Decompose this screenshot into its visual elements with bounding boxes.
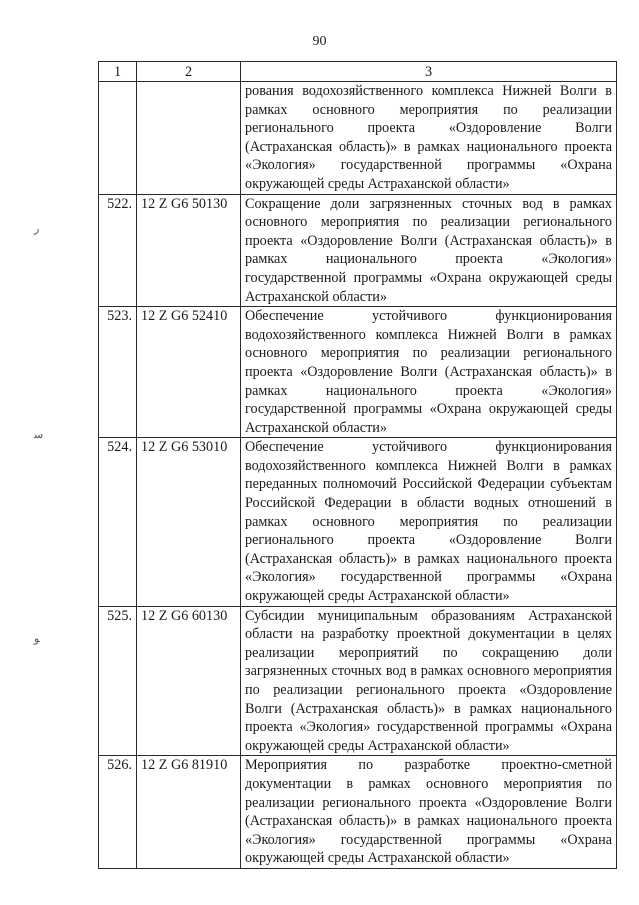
row-number: 524. [99, 438, 137, 606]
document-table [98, 61, 617, 869]
row-number: 523. [99, 307, 137, 438]
table-row [99, 756, 617, 869]
row-number: 522. [99, 194, 137, 307]
row-description: Субсидии муниципальным образованиям Астраханской области на разработку проектной документации в целях реализации мероприятий по сокращению доли загрязненных сточных вод в рамках основного мероприятия по реализации регионального проекта «Оздоровление Волги (Астраханская область)» в рамках национального проекта «Экология» государственной программы «Охрана окружающей среды Астраханской области» [241, 606, 617, 756]
row-code: 12 Z G6 50130 [137, 194, 241, 307]
row-code: 12 Z G6 81910 [137, 756, 241, 869]
column-header-description: 3 [241, 62, 617, 82]
row-code: 12 Z G6 53010 [137, 438, 241, 606]
table-row [99, 606, 617, 756]
margin-mark: ﻮ [34, 633, 40, 645]
row-description: Обеспечение устойчивого функционирования водохозяйственного комплекса Нижней Волги в рамках переданных полномочий Российской Федерации субъектам Российской Федерации в области водных отношений в рамках основного мероприятия по реализации регионального проекта «Оздоровление Волги (Астраханская область)» в рамках национального проекта «Экология» государственной программы «Охрана окружающей среды Астраханской области» [241, 438, 617, 606]
row-code [137, 82, 241, 195]
table-row [99, 194, 617, 307]
row-number: 525. [99, 606, 137, 756]
row-code: 12 Z G6 52410 [137, 307, 241, 438]
row-description: Мероприятия по разработке проектно-сметной документации в рамках основного мероприятия по реализации регионального проекта «Оздоровление Волги (Астраханская область)» в рамках национального проекта «Экология» государственной программы «Охрана окружающей среды Астраханской области» [241, 756, 617, 869]
row-code: 12 Z G6 60130 [137, 606, 241, 756]
table-row [99, 307, 617, 438]
column-header-code: 2 [137, 62, 241, 82]
table-row [99, 438, 617, 606]
margin-mark: ﺳ [34, 429, 44, 441]
page-number: 90 [312, 34, 327, 49]
table-row [99, 82, 617, 195]
table-header-row [99, 62, 617, 82]
row-number [99, 82, 137, 195]
margin-mark: ر [34, 223, 40, 235]
row-number: 526. [99, 756, 137, 869]
column-header-number: 1 [99, 62, 137, 82]
row-description: Сокращение доли загрязненных сточных вод в рамках основного мероприятия по реализации регионального проекта «Оздоровление Волги (Астраханская область)» в рамках национального проекта «Экология» государственной программы «Охрана окружающей среды Астраханской области» [241, 194, 617, 307]
row-description: Обеспечение устойчивого функционирования водохозяйственного комплекса Нижней Волги в рамках основного мероприятия по реализации регионального проекта «Оздоровление Волги (Астраханская область)» в рамках национального проекта «Экология» государственной программы «Охрана окружающей среды Астраханской области» [241, 307, 617, 438]
row-description: рования водохозяйственного комплекса Нижней Волги в рамках основного мероприятия по реализации регионального проекта «Оздоровление Волги (Астраханская область)» в рамках национального проекта «Экология» государственной программы «Охрана окружающей среды Астраханской области» [241, 82, 617, 195]
